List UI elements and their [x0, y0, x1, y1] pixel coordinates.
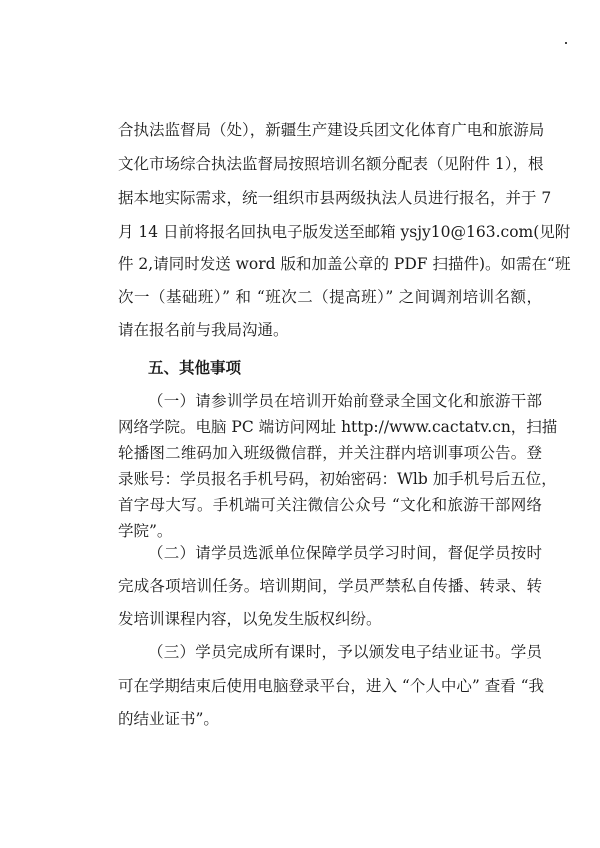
text-line: 学院”。: [118, 522, 173, 540]
text-line: 次一（基础班）” 和 “班次二（提高班）” 之间调剂培训名额，: [118, 288, 542, 306]
text-line: 轮播图二维码加入班级微信群，并关注群内培训事项公告。登: [118, 444, 542, 462]
scan-speck: [565, 42, 567, 44]
text-line: 据本地实际需求，统一组织市县两级执法人员进行报名，并于 7: [118, 189, 552, 207]
text-line: （一）请参训学员在培训开始前登录全国文化和旅游干部: [148, 392, 542, 410]
section-heading: 五、其他事项: [148, 359, 242, 377]
text-line: 文化市场综合执法监督局按照培训名额分配表（见附件 1），根: [118, 155, 544, 173]
text-line: （三）学员完成所有课时，予以颁发电子结业证书。学员: [148, 643, 542, 661]
text-line: 可在学期结束后使用电脑登录平台，进入 “个人中心” 查看 “我: [118, 677, 545, 695]
text-line: 合执法监督局（处），新疆生产建设兵团文化体育广电和旅游局: [118, 121, 545, 139]
text-line: 发培训课程内容，以免发生版权纠纷。: [118, 610, 382, 628]
text-line: 完成各项培训任务。培训期间，学员严禁私自传播、转录、转: [118, 577, 542, 595]
text-line: （二）请学员选派单位保障学员学习时间，督促学员按时: [148, 544, 542, 562]
text-line: 请在报名前与我局沟通。: [118, 321, 289, 339]
text-line: 月 14 日前将报名回执电子版发送至邮箱 ysjy10@163.com(见附: [118, 223, 571, 241]
text-line: 件 2,请同时发送 word 版和加盖公章的 PDF 扫描件)。如需在“班: [118, 255, 571, 273]
text-line: 网络学院。电脑 PC 端访问网址 http://www.cactatv.cn，扫描: [118, 418, 558, 436]
text-line: 首字母大写。手机端可关注微信公众号 “文化和旅游干部网络: [118, 496, 542, 514]
text-line: 录账号：学员报名手机号码，初始密码：Wlb 加手机号后五位，: [118, 470, 557, 488]
text-line: 的结业证书”。: [118, 710, 219, 728]
